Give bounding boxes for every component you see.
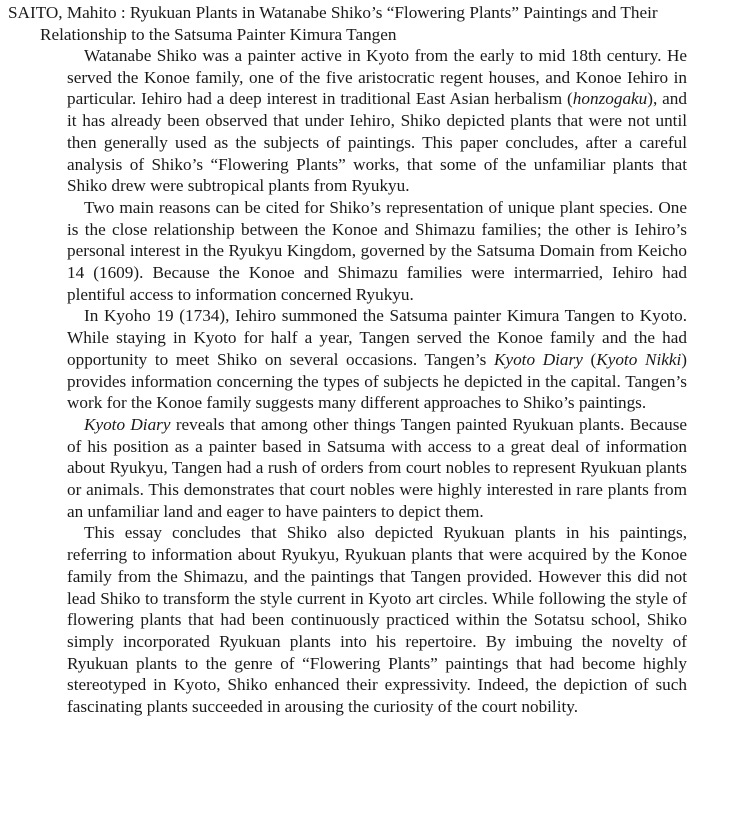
text-run: In Kyoho 19 (1734), Iehiro summoned the Satsuma painter Kimura Tangen to Kyoto. While staying in Kyoto for half a year, Tangen served the Konoe family and the had opportunity to meet Shiko on several occasions. Tangen’s <box>67 306 687 369</box>
italic-term: honzogaku <box>572 89 648 109</box>
paper-page <box>0 2 750 832</box>
text-run: Two main reasons can be cited for Shiko’s representation of unique plant species. One is the close relationship between the Konoe and Shimazu families; the other is Iehiro’s personal interest in the Ryukyu Kingdom, governed by the Satsuma Domain from Keicho 14 (1609). Because the Konoe and Shimazu families were intermarried, Iehiro had plentiful access to information concerned Ryukyu. <box>67 197 687 304</box>
abstract-paragraph <box>67 305 687 414</box>
text-run: Watanabe Shiko was a painter active in Kyoto from the early to mid 18th century. He served the Konoe family, one of the five aristocratic regent houses, and Konoe Iehiro in particular. Iehiro had a deep interest in traditional East Asian herbalism ( <box>67 46 687 109</box>
text-run: ), and it has already been observed that under Iehiro, Shiko depicted plants that were not until then generally used as the subjects of paintings. This paper concludes, after a careful analysis of Shiko’s “Flowering Plants” works, that some of the unfamiliar plants that Shiko drew were subtropical plants from Ryukyu. <box>67 89 687 196</box>
text-run: ) provides information concerning the types of subjects he depicted in the capital. Tangen’s work for the Konoe family suggests many different approaches to Shiko’s paintings. <box>67 349 687 413</box>
italic-term: Kyoto Diary <box>494 349 583 369</box>
text-run: ( <box>582 349 597 369</box>
abstract-paragraph <box>67 414 687 523</box>
abstract-paragraph <box>67 197 687 306</box>
text-run: reveals that among other things Tangen painted Ryukuan plants. Because of his position as a painter based in Satsuma with access to a great deal of information about Ryukyu, Tangen had a rush of orders from court nobles to represent Ryukuan plants or animals. This demonstrates that court nobles were highly interested in rare plants from an unfamiliar land and eager to have painters to depict them. <box>67 414 688 521</box>
abstract-paragraph <box>67 45 687 197</box>
paper-title: SAITO, Mahito : Ryukuan Plants in Watanabe Shiko’s “Flowering Plants” Paintings and Their Relationship to the Satsuma Painter Kimura Tangen <box>8 3 658 44</box>
abstract-paragraph <box>67 522 687 717</box>
abstract-body <box>67 45 687 718</box>
italic-term: Kyoto Diary <box>84 414 171 434</box>
italic-term: Kyoto Nikki <box>596 349 682 369</box>
text-run: This essay concludes that Shiko also depicted Ryukuan plants in his paintings, referring to information about Ryukyu, Ryukuan plants that were acquired by the Konoe family from the Shimazu, and the paintings that Tangen provided. However this did not lead Shiko to transform the style current in Kyoto art circles. While following the style of flowering plants that had been continuously practiced within the Sotatsu school, Shiko simply incorporated Ryukuan plants into his repertoire. By imbuing the novelty of Ryukuan plants to the genre of “Flowering Plants” paintings that had become highly stereotyped in Kyoto, Shiko enhanced their expressivity. Indeed, the depiction of such fascinating plants succeeded in arousing the curiosity of the court nobility. <box>67 523 687 717</box>
